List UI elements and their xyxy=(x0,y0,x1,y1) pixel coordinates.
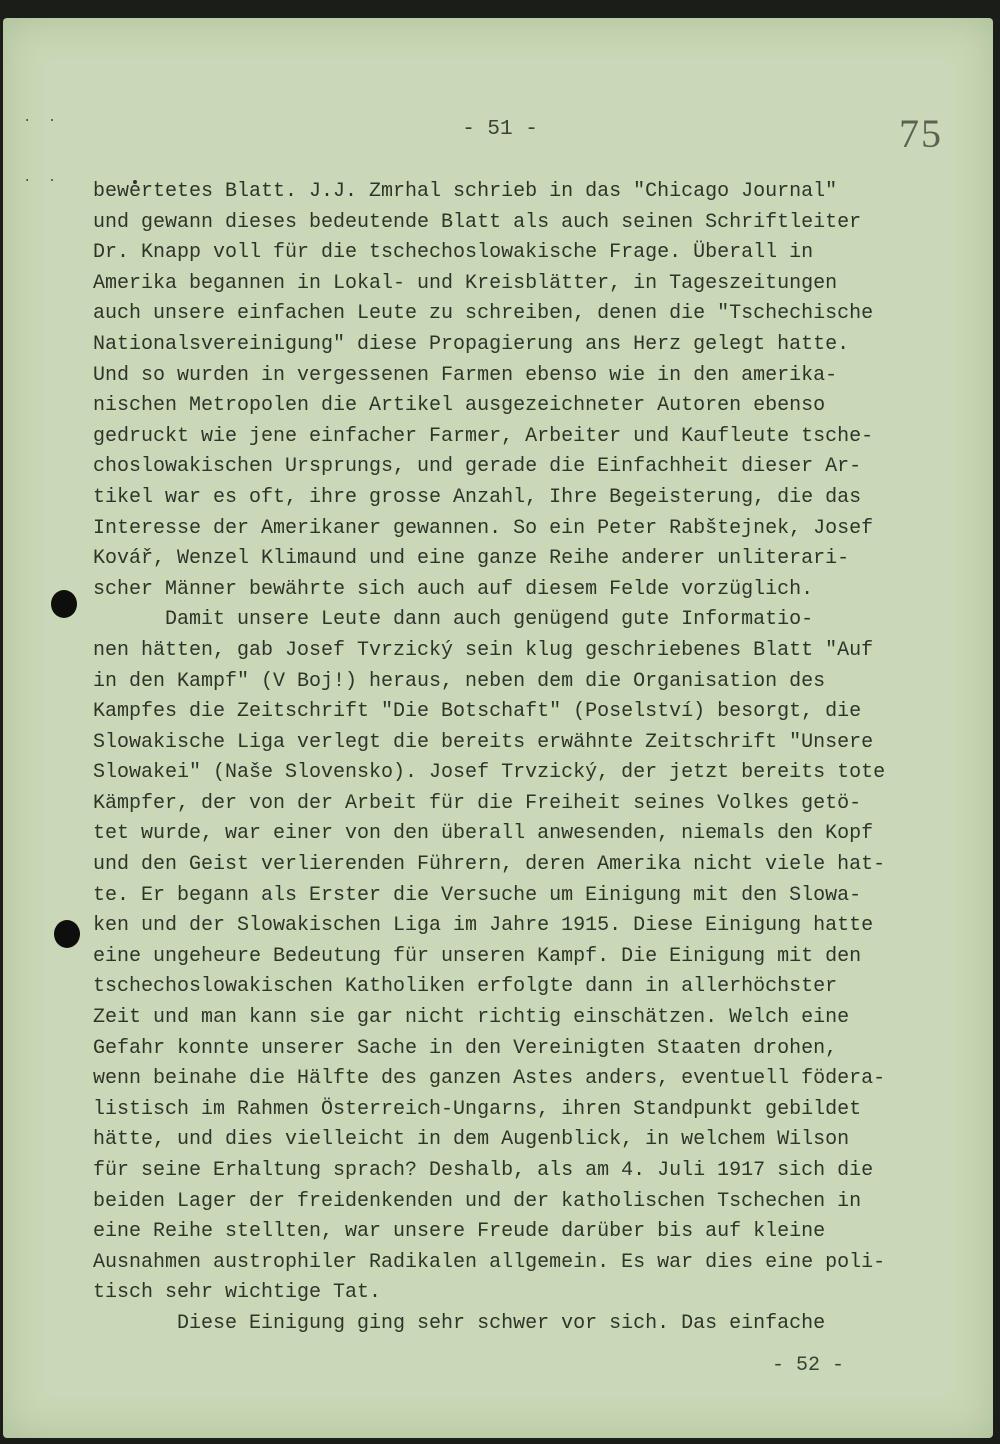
text-line: wenn beinahe die Hälfte des ganzen Astes anders, eventuell födera- xyxy=(93,1067,886,1091)
text-line: Slowakische Liga verlegt die bereits erwähnte Zeitschrift "Unsere xyxy=(93,730,874,754)
text-line: Dr. Knapp voll für die tschechoslowakische Frage. Überall in xyxy=(93,241,814,265)
body-text xyxy=(93,177,923,1340)
text-line: Ausnahmen austrophiler Radikalen allgemein. Es war dies eine poli- xyxy=(93,1250,886,1274)
text-line: choslowakischen Ursprungs, und gerade die Einfachheit dieser Ar- xyxy=(93,455,862,479)
text-line: tschechoslowakischen Katholiken erfolgte dann in allerhöchster xyxy=(93,975,838,999)
text-line: für seine Erhaltung sprach? Deshalb, als am 4. Juli 1917 sich die xyxy=(93,1159,874,1182)
text-line: Kämpfer, der von der Arbeit für die Freiheit seines Volkes getö- xyxy=(93,791,862,815)
text-line: Damit unsere Leute dann auch genügend gute Informatio- xyxy=(93,608,814,632)
text-line: nischen Metropolen die Artikel ausgezeichneter Autoren ebenso xyxy=(93,394,826,418)
text-line: tisch sehr wichtige Tat. xyxy=(93,1281,382,1305)
margin-marks: . . . . xyxy=(23,110,61,186)
text-line: eine Reihe stellten, war unsere Freude darüber bis auf kleine xyxy=(93,1220,826,1244)
text-line: auch unsere einfachen Leute zu schreiben, denen die "Tschechische xyxy=(93,302,874,326)
catchword-next-page: - 52 - xyxy=(772,1354,845,1377)
text-line: listisch im Rahmen Österreich-Ungarns, ihren Standpunkt gebildet xyxy=(93,1097,862,1121)
text-line: tikel war es oft, ihre grosse Anzahl, Ihre Begeisterung, die das xyxy=(93,485,862,509)
text-line: Nationalsvereinigung" diese Propagierung ans Herz gelegt hatte. xyxy=(93,332,850,356)
text-line: Interesse der Amerikaner gewannen. So ein Peter Rabštejnek, Josef xyxy=(93,516,874,540)
page-number: - 51 - xyxy=(462,118,538,141)
punch-hole xyxy=(51,590,77,618)
text-line: Zeit und man kann sie gar nicht richtig einschätzen. Welch eine xyxy=(93,1006,850,1030)
punch-hole xyxy=(54,920,80,948)
text-line: ken und der Slowakischen Liga im Jahre 1915. Diese Einigung hatte xyxy=(93,914,874,938)
text-line: in den Kampf" (V Boj!) heraus, neben dem die Organisation des xyxy=(93,669,826,693)
text-line: gedruckt wie jene einfacher Farmer, Arbeiter und Kaufleute tsche- xyxy=(93,424,874,448)
folio-number: 75 xyxy=(899,111,943,156)
text-line: Kampfes die Zeitschrift "Die Botschaft" (Poselství) besorgt, die xyxy=(93,700,862,724)
text-line: Und so wurden in vergessenen Farmen ebenso wie in den amerika- xyxy=(93,363,838,387)
text-line: nen hätten, gab Josef Tvrzický sein klug geschriebenes Blatt "Auf xyxy=(93,638,874,662)
text-line: Slowakei" (Naše Slovensko). Josef Trvzický, der jetzt bereits tote xyxy=(93,761,886,785)
text-line: te. Er begann als Erster die Versuche um Einigung mit den Slowa- xyxy=(93,883,862,907)
text-line: Diese Einigung ging sehr schwer vor sich. Das einfache xyxy=(93,1311,826,1335)
text-line: und gewann dieses bedeutende Blatt als auch seinen Schriftleiter xyxy=(93,210,862,234)
text-line: Amerika begannen in Lokal- und Kreisblätter, in Tageszeitungen xyxy=(93,271,838,295)
text-line: eine ungeheure Bedeutung für unseren Kampf. Die Einigung mit den xyxy=(93,944,862,968)
text-line: bewertetes Blatt. J.J. Zmrhal schrieb in das "Chicago Journal" xyxy=(93,180,838,203)
text-line: beiden Lager der freidenkenden und der katholischen Tschechen in xyxy=(93,1189,862,1213)
text-line: Kovář, Wenzel Klimaund und eine ganze Reihe anderer unliterari- xyxy=(93,547,850,571)
text-line: Gefahr konnte unserer Sache in den Vereinigten Staaten drohen, xyxy=(93,1036,838,1060)
text-line: hätte, und dies vielleicht in dem Augenblick, in welchem Wilson xyxy=(93,1128,850,1152)
text-line: scher Männer bewährte sich auch auf diesem Felde vorzüglich. xyxy=(93,577,814,601)
text-line: und den Geist verlierenden Führern, deren Amerika nicht viele hat- xyxy=(93,853,886,877)
text-line: tet wurde, war einer von den überall anwesenden, niemals den Kopf xyxy=(93,822,874,846)
